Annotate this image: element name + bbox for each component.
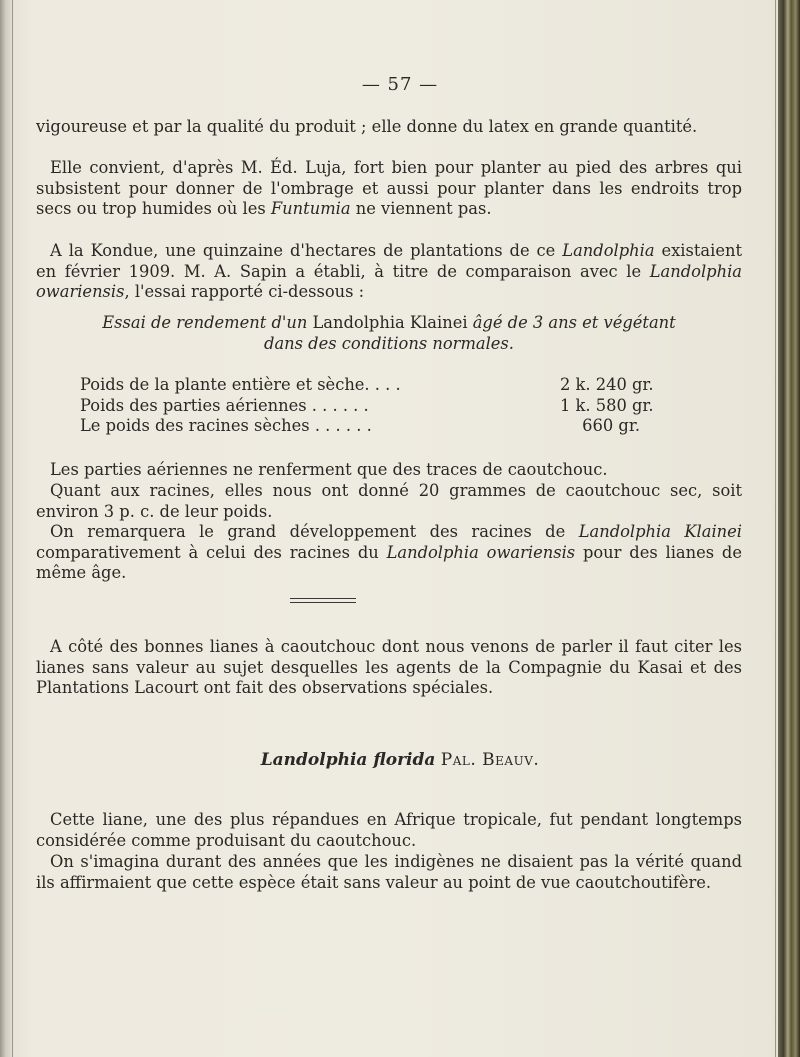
- paragraph-3: [36, 241, 742, 303]
- table-caption-part-3: âgé de 3 ans et végétant: [467, 313, 676, 332]
- paragraph-2: [36, 158, 742, 220]
- page-number: — 57 —: [361, 74, 439, 95]
- table-row: [80, 416, 640, 437]
- paragraph-3-mid: existaient en février 1909. M. A. Sapin a établi, à titre de comparaison avec le: [36, 241, 742, 281]
- paragraph-6: [36, 522, 742, 584]
- table-caption-part-2: Landolphia Klainei: [312, 313, 468, 332]
- left-margin-line: [12, 0, 13, 1057]
- table-caption-part-1: Essai de rendement d'un: [102, 313, 313, 332]
- paragraph-9: On s'imagina durant des années que les indigènes ne disaient pas la vérité quand ils affirmaient que cette espèce était sans valeur au point de vue caoutchoutifère.: [36, 852, 742, 892]
- paragraph-8: Cette liane, une des plus répandues en Afrique tropicale, fut pendant longtemps considérée comme produisant du caoutchouc.: [36, 810, 742, 850]
- section-heading-species: Landolphia florida: [260, 750, 436, 770]
- table-row-value: 2 k. 240 gr.: [560, 375, 654, 394]
- paragraph-3-end: , l'essai rapporté ci-dessous :: [124, 282, 365, 301]
- table-row-value: 660 gr.: [582, 416, 640, 435]
- paragraph-6-italic-2: Landolphia owariensis: [386, 542, 576, 562]
- right-page-edge: [778, 0, 800, 1057]
- paragraph-6-start: On remarquera le grand développement des racines de: [50, 522, 579, 541]
- paragraph-3-italic-1: Landolphia: [562, 241, 655, 260]
- paragraph-5: Quant aux racines, elles nous ont donné 20 grammes de caoutchouc sec, soit environ 3 p. c. de leur poids.: [36, 481, 742, 521]
- section-heading-author: Pal. Beauv.: [440, 750, 540, 770]
- table-row-label: Poids des parties aériennes . . . . . .: [80, 396, 369, 415]
- section-heading: [0, 750, 800, 770]
- paragraph-2-text: Elle convient, d'après M. Éd. Luja, fort bien pour planter au pied des arbres qui subsistent pour donner de l'ombrage et aussi pour planter dans les endroits trop secs ou trop humides où les: [36, 158, 742, 218]
- right-margin-line: [775, 0, 776, 1057]
- paragraph-3-start: A la Kondue, une quinzaine d'hectares de plantations de ce: [50, 241, 563, 260]
- paragraph-4: Les parties aériennes ne renferment que des traces de caoutchouc.: [50, 460, 608, 479]
- table-row-label: Le poids des racines sèches . . . . . .: [80, 416, 372, 435]
- table-caption-line-2: dans des conditions normales.: [264, 334, 514, 353]
- table-row-label: Poids de la plante entière et sèche. . . .: [80, 375, 401, 394]
- table-caption-line-1: [36, 313, 742, 334]
- paragraph-7: A côté des bonnes lianes à caoutchouc dont nous venons de parler il faut citer les lianes sans valeur au sujet desquelles les agents de la Compagnie du Kasai et des Plantations Lacourt ont fait des observations spéciales.: [36, 637, 742, 697]
- paragraph-6-italic-1: Landolphia Klainei: [578, 522, 743, 541]
- section-divider: [290, 598, 356, 603]
- paragraph-6-end: pour des lianes de même âge.: [36, 542, 742, 582]
- paragraph-1: vigoureuse et par la qualité du produit ; elle donne du latex en grande quantité.: [36, 117, 698, 136]
- table-row: [80, 396, 654, 417]
- paragraph-3-italic-2: Landolphia owariensis: [36, 261, 742, 301]
- paragraph-2-italic: Funtumia: [270, 199, 351, 218]
- table-row: [80, 375, 654, 396]
- table-row-value: 1 k. 580 gr.: [560, 396, 654, 415]
- paragraph-6-mid: comparativement à celui des racines du: [36, 542, 387, 562]
- paragraph-2-end: ne viennent pas.: [350, 199, 492, 218]
